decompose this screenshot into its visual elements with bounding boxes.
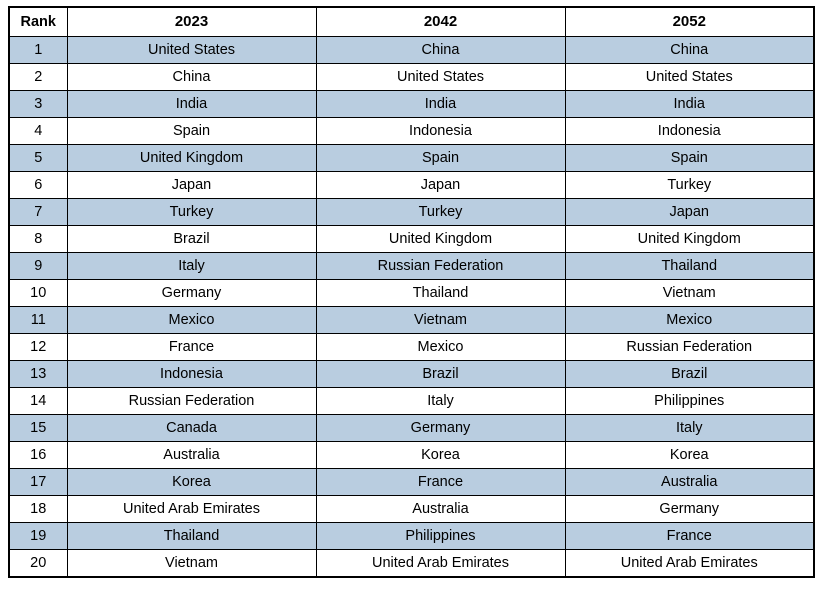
cell-y2023: China: [67, 64, 316, 91]
cell-y2023: United Arab Emirates: [67, 496, 316, 523]
table-header: [9, 7, 814, 37]
cell-y2052: Philippines: [565, 388, 814, 415]
cell-y2023: Mexico: [67, 307, 316, 334]
cell-y2052: Vietnam: [565, 280, 814, 307]
cell-y2023: Japan: [67, 172, 316, 199]
table-row: [9, 253, 814, 280]
cell-y2052: China: [565, 37, 814, 64]
table-header-row: [9, 7, 814, 37]
cell-y2042: United Kingdom: [316, 226, 565, 253]
cell-y2042: United Arab Emirates: [316, 550, 565, 578]
cell-y2042: Korea: [316, 442, 565, 469]
table-row: [9, 37, 814, 64]
table-row: [9, 64, 814, 91]
cell-y2052: Russian Federation: [565, 334, 814, 361]
cell-y2052: Thailand: [565, 253, 814, 280]
table-body: [9, 37, 814, 578]
table-row: [9, 550, 814, 578]
cell-rank: 3: [9, 91, 67, 118]
cell-y2023: India: [67, 91, 316, 118]
cell-rank: 20: [9, 550, 67, 578]
cell-y2023: Italy: [67, 253, 316, 280]
cell-y2042: Japan: [316, 172, 565, 199]
table-row: [9, 280, 814, 307]
column-header-rank: Rank: [9, 7, 67, 37]
cell-y2042: United States: [316, 64, 565, 91]
cell-y2052: India: [565, 91, 814, 118]
cell-y2042: Philippines: [316, 523, 565, 550]
table-row: [9, 118, 814, 145]
cell-y2023: Germany: [67, 280, 316, 307]
cell-rank: 4: [9, 118, 67, 145]
cell-y2023: Thailand: [67, 523, 316, 550]
cell-rank: 8: [9, 226, 67, 253]
table-row: [9, 388, 814, 415]
cell-y2042: Vietnam: [316, 307, 565, 334]
cell-rank: 15: [9, 415, 67, 442]
cell-y2042: Spain: [316, 145, 565, 172]
cell-y2052: Australia: [565, 469, 814, 496]
cell-rank: 19: [9, 523, 67, 550]
cell-y2042: China: [316, 37, 565, 64]
cell-y2052: United Arab Emirates: [565, 550, 814, 578]
table-row: [9, 442, 814, 469]
cell-y2052: United Kingdom: [565, 226, 814, 253]
cell-y2023: Australia: [67, 442, 316, 469]
cell-y2052: Brazil: [565, 361, 814, 388]
cell-y2052: Korea: [565, 442, 814, 469]
cell-rank: 16: [9, 442, 67, 469]
cell-rank: 18: [9, 496, 67, 523]
cell-y2052: Germany: [565, 496, 814, 523]
cell-y2052: Japan: [565, 199, 814, 226]
cell-y2042: India: [316, 91, 565, 118]
table-row: [9, 307, 814, 334]
column-header-2042: 2042: [316, 7, 565, 37]
table-row: [9, 199, 814, 226]
cell-y2042: Brazil: [316, 361, 565, 388]
table-row: [9, 523, 814, 550]
cell-y2052: France: [565, 523, 814, 550]
cell-y2042: Turkey: [316, 199, 565, 226]
cell-rank: 10: [9, 280, 67, 307]
table-row: [9, 469, 814, 496]
cell-rank: 6: [9, 172, 67, 199]
table-row: [9, 415, 814, 442]
cell-rank: 17: [9, 469, 67, 496]
cell-y2042: Russian Federation: [316, 253, 565, 280]
table-row: [9, 172, 814, 199]
column-header-2052: 2052: [565, 7, 814, 37]
cell-y2042: Mexico: [316, 334, 565, 361]
cell-rank: 9: [9, 253, 67, 280]
table-row: [9, 226, 814, 253]
cell-y2042: Indonesia: [316, 118, 565, 145]
cell-rank: 11: [9, 307, 67, 334]
cell-y2042: Thailand: [316, 280, 565, 307]
cell-rank: 2: [9, 64, 67, 91]
cell-y2023: Vietnam: [67, 550, 316, 578]
cell-rank: 1: [9, 37, 67, 64]
cell-y2023: Canada: [67, 415, 316, 442]
cell-y2052: Indonesia: [565, 118, 814, 145]
cell-y2052: United States: [565, 64, 814, 91]
country-ranking-table: [8, 6, 815, 578]
cell-rank: 7: [9, 199, 67, 226]
cell-y2023: Turkey: [67, 199, 316, 226]
cell-y2023: United States: [67, 37, 316, 64]
cell-y2042: Italy: [316, 388, 565, 415]
cell-y2052: Turkey: [565, 172, 814, 199]
cell-y2023: United Kingdom: [67, 145, 316, 172]
cell-y2042: Germany: [316, 415, 565, 442]
cell-y2052: Italy: [565, 415, 814, 442]
cell-y2023: France: [67, 334, 316, 361]
cell-y2023: Brazil: [67, 226, 316, 253]
cell-rank: 5: [9, 145, 67, 172]
cell-y2052: Spain: [565, 145, 814, 172]
cell-y2052: Mexico: [565, 307, 814, 334]
table-row: [9, 496, 814, 523]
cell-y2042: Australia: [316, 496, 565, 523]
cell-rank: 14: [9, 388, 67, 415]
cell-y2023: Indonesia: [67, 361, 316, 388]
column-header-2023: 2023: [67, 7, 316, 37]
cell-rank: 12: [9, 334, 67, 361]
table-row: [9, 91, 814, 118]
cell-rank: 13: [9, 361, 67, 388]
cell-y2042: France: [316, 469, 565, 496]
cell-y2023: Russian Federation: [67, 388, 316, 415]
table-row: [9, 334, 814, 361]
table-row: [9, 361, 814, 388]
table-row: [9, 145, 814, 172]
cell-y2023: Korea: [67, 469, 316, 496]
cell-y2023: Spain: [67, 118, 316, 145]
